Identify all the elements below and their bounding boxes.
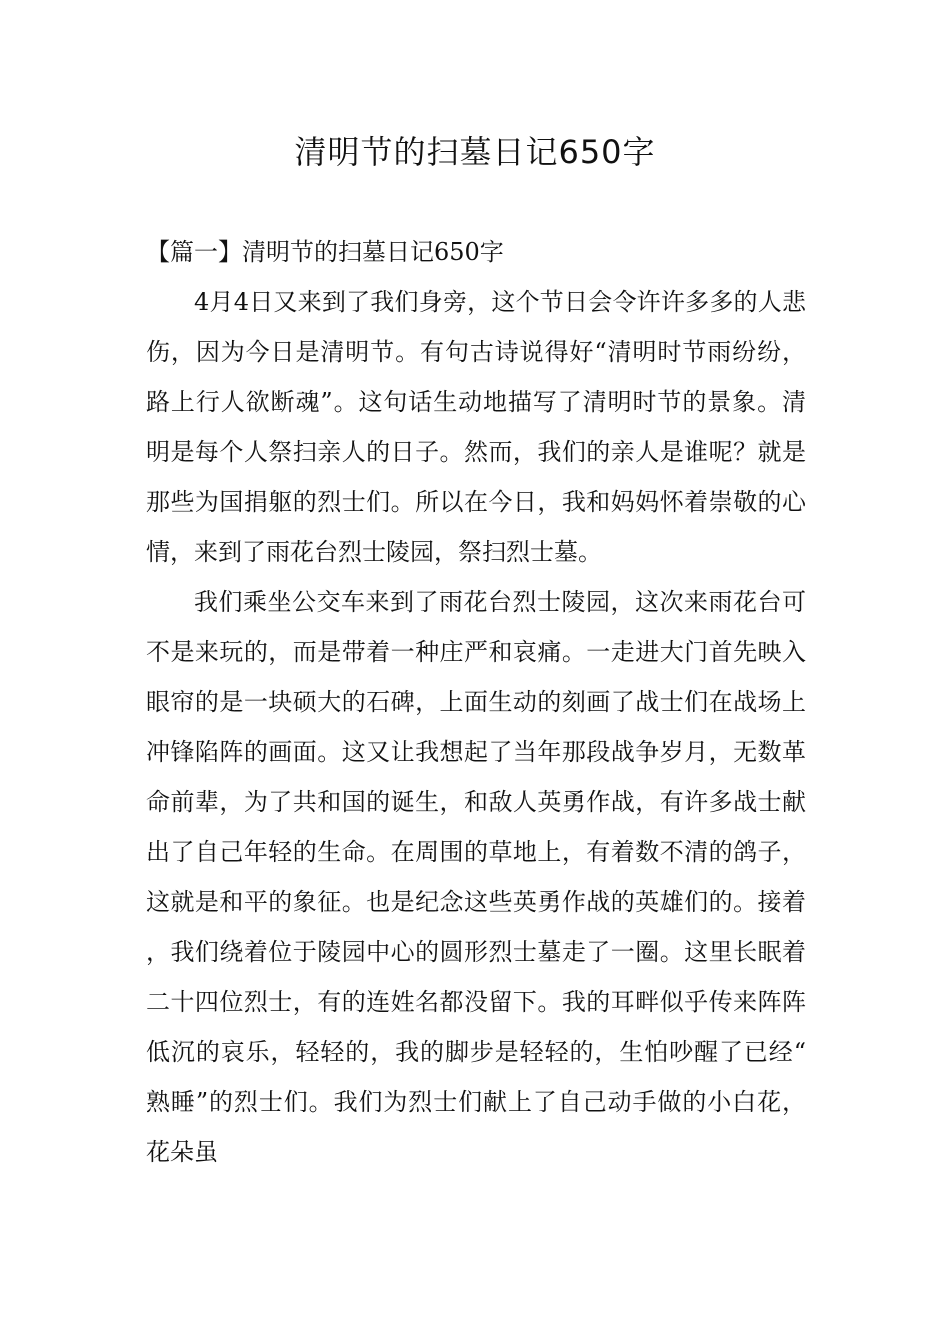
document-title: 清明节的扫墓日记650字 [294, 133, 656, 171]
section-heading: 【篇一】清明节的扫墓日记650字 [146, 238, 504, 266]
paragraph-1: 4月4日又来到了我们身旁，这个节日会令许许多多的人悲伤，因为今日是清明节。有句古诗说得好“清明时节雨纷纷，路上行人欲断魂”。这句话生动地描写了清明时节的景象。清明是每个人祭扫亲人的日子。然而，我们的亲人是谁呢？就是那些为国捐躯的烈士们。所以在今日，我和妈妈怀着崇敬的心情，来到了雨花台烈士陵园，祭扫烈士墓。 [146, 288, 806, 566]
paragraph-2: 我们乘坐公交车来到了雨花台烈士陵园，这次来雨花台可不是来玩的，而是带着一种庄严和哀痛。一走进大门首先映入眼帘的是一块硕大的石碑，上面生动的刻画了战士们在战场上冲锋陷阵的画面。这又让我想起了当年那段战争岁月，无数革命前辈，为了共和国的诞生，和敌人英勇作战，有许多战士献出了自己年轻的生命。在周围的草地上，有着数不清的鸽子，这就是和平的象征。也是纪念这些英勇作战的英雄们的。接着，我们绕着位于陵园中心的圆形烈士墓走了一圈。这里长眠着二十四位烈士，有的连姓名都没留下。我的耳畔似乎传来阵阵低沉的哀乐，轻轻的，我的脚步是轻轻的，生怕吵醒了已经“熟睡”的烈士们。我们为烈士们献上了自己动手做的小白花，花朵虽 [146, 588, 806, 1166]
document-body [146, 227, 806, 1177]
